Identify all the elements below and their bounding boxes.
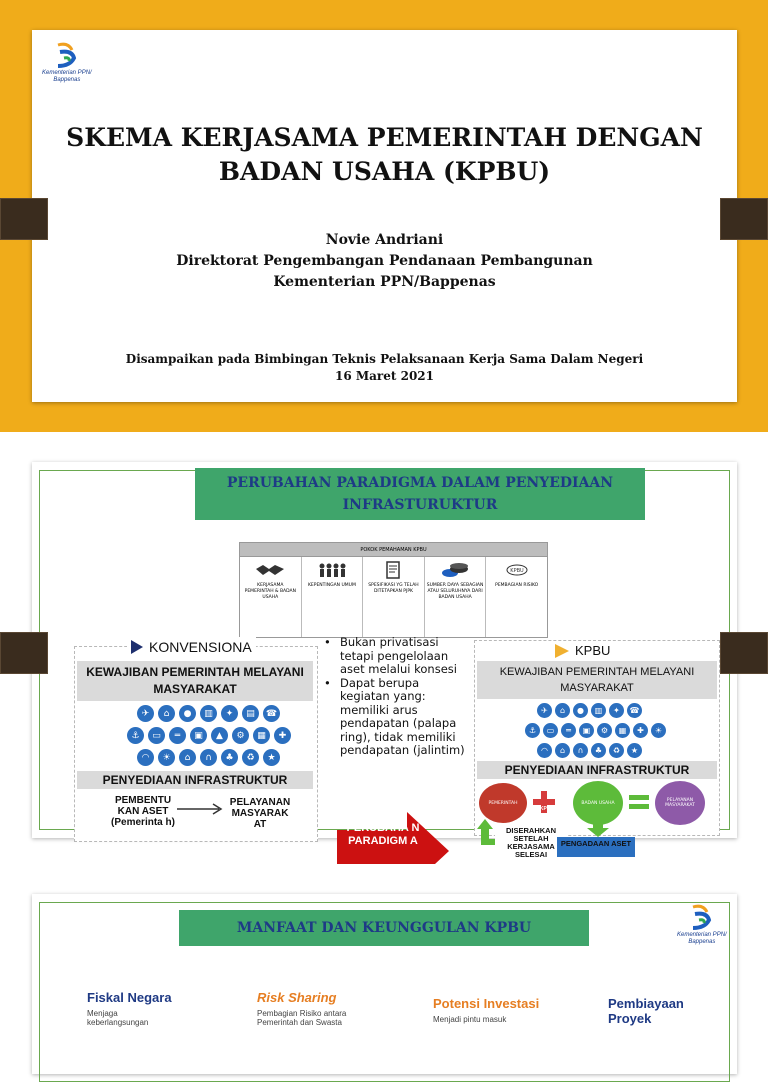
ministry: Kementerian PPN/Bappenas xyxy=(273,274,496,290)
slide-tab-left xyxy=(0,198,48,240)
paradigm-shift-text: PERUBAHA N PARADIGM A xyxy=(346,822,420,847)
obligation-bar-right: KEWAJIBAN PEMERINTAH MELAYANI MASYARAKAT xyxy=(477,661,717,699)
bus-icon: ▣ xyxy=(190,727,207,744)
school-icon: ⌂ xyxy=(555,743,570,758)
drop-icon: ● xyxy=(573,703,588,718)
key-points xyxy=(322,636,472,758)
pokok-header: POKOK PEMAHAMAN KPBU xyxy=(240,543,547,557)
provision-bar-left: PENYEDIAAN INFRASTRUKTUR xyxy=(77,771,313,789)
occasion-block xyxy=(52,351,717,385)
asset-builder-box: PEMBENTU KAN ASET (Pemerinta h) xyxy=(103,795,183,828)
kpbu-badge-icon xyxy=(502,561,532,579)
road-icon: ═ xyxy=(561,723,576,738)
home-icon: ⌂ xyxy=(555,703,570,718)
benefit-item xyxy=(257,990,417,1027)
bridge-icon: ∩ xyxy=(573,743,588,758)
service-icons-row xyxy=(137,749,280,766)
pokok-item xyxy=(425,557,487,637)
home-icon: ⌂ xyxy=(158,705,175,722)
bulb-icon: ✦ xyxy=(609,703,624,718)
conventional-label-text: KONVENSIONA xyxy=(149,639,252,655)
asset-procurement-box: PENGADAAN ASET xyxy=(557,837,635,857)
benefit-title: Potensi Investasi xyxy=(433,996,540,1011)
benefit-title: Pembiayaan Proyek xyxy=(608,996,684,1026)
drop-icon: ● xyxy=(179,705,196,722)
star-icon: ★ xyxy=(263,749,280,766)
benefit-item xyxy=(608,996,698,1030)
wifi-icon: ◠ xyxy=(537,743,552,758)
service-icons-row xyxy=(127,727,291,744)
directorate: Direktorat Pengembangan Pendanaan Pembangunan xyxy=(176,253,593,269)
gear-icon: ⚙ xyxy=(232,727,249,744)
government-circle: PEMERINTAH xyxy=(479,783,527,823)
business-entity-circle: BADAN USAHA xyxy=(573,781,623,825)
service-icons-row xyxy=(525,723,666,738)
coins-icon xyxy=(440,561,470,579)
play-arrow-icon xyxy=(131,640,143,654)
pokok-text: KERJASAMA PEMERINTAH & BADAN USAHA xyxy=(244,583,296,600)
presenter-block xyxy=(52,230,717,293)
benefit-item xyxy=(87,990,237,1027)
pokok-text: SUMBER DAYA SEBAGIAN ATAU SELURUHNYA DARI BADAN USAHA xyxy=(426,583,484,600)
star-icon: ★ xyxy=(627,743,642,758)
slide-tab-right xyxy=(720,198,768,240)
conventional-panel xyxy=(74,639,318,842)
gear-icon: ⚙ xyxy=(597,723,612,738)
bappenas-logo xyxy=(677,904,727,945)
service-icons-row xyxy=(537,703,642,718)
phone-icon: ☎ xyxy=(627,703,642,718)
plane-icon: ✈ xyxy=(137,705,154,722)
presenter-name: Novie Andriani xyxy=(325,232,444,248)
pokok-text: KEPENTINGAN UMUM xyxy=(307,583,356,588)
kpbu-label xyxy=(555,643,610,658)
presentation-title: SKEMA KERJASAMA PEMERINTAH DENGAN BADAN USAHA (KPBU) xyxy=(66,123,703,186)
handshake-icon xyxy=(255,561,285,579)
slide-tab-right xyxy=(720,632,768,674)
handover-note: DISERAHKAN SETELAH KERJASAMA SELESAI xyxy=(495,827,567,859)
slide-3-title: MANFAAT DAN KEUNGGULAN KPBU xyxy=(179,910,589,946)
kpbu-label-text: KPBU xyxy=(575,643,611,658)
benefit-item xyxy=(433,996,593,1024)
pokok-item xyxy=(363,557,425,637)
date: 16 Maret 2021 xyxy=(334,369,434,383)
slide-tab-left xyxy=(0,632,48,674)
slide-2-title: PERUBAHAN PARADIGMA DALAM PENYEDIAAN INFRASTURUKTUR xyxy=(195,468,645,520)
provision-bar-right: PENYEDIAAN INFRASTRUKTUR xyxy=(477,761,717,779)
conventional-label xyxy=(127,637,256,657)
benefit-desc: Pembagian Risiko antara Pemerintah dan Swasta xyxy=(257,1009,347,1027)
bulb-icon: ✦ xyxy=(221,705,238,722)
slide-2-card xyxy=(32,462,737,859)
kpbu-badge-text: KPBU xyxy=(509,568,524,574)
people-icon xyxy=(317,561,347,579)
logo-text: Kementerian PPN/ Bappenas xyxy=(42,70,92,83)
building-icon: ▥ xyxy=(591,703,606,718)
pokok-item xyxy=(240,557,302,637)
bus-icon: ▣ xyxy=(579,723,594,738)
ship-icon: ⚓ xyxy=(525,723,540,738)
benefit-title: Fiskal Negara xyxy=(87,990,172,1005)
pokok-item xyxy=(486,557,547,637)
key-point: • Bukan privatisasi tetapi pengelolaan aset melalui konsesi xyxy=(322,636,472,677)
ship-icon: ⚓ xyxy=(127,727,144,744)
obligation-bar-left: KEWAJIBAN PEMERINTAH MELAYANI MASYARAKAT xyxy=(77,661,313,701)
play-arrow-icon xyxy=(555,644,569,658)
benefit-desc: Menjadi pintu masuk xyxy=(433,1015,507,1024)
slide-3 xyxy=(0,864,768,1027)
right-arrow-icon xyxy=(177,803,227,815)
benefit-title: Risk Sharing xyxy=(257,990,337,1005)
bappenas-logo-icon xyxy=(50,42,84,70)
train-icon: ▦ xyxy=(615,723,630,738)
tree-icon: ♣ xyxy=(591,743,606,758)
down-arrow-icon xyxy=(587,821,609,837)
service-icons-row xyxy=(537,743,642,758)
tower-icon: ▲ xyxy=(211,727,228,744)
plane-icon: ✈ xyxy=(537,703,552,718)
phone-icon: ☎ xyxy=(263,705,280,722)
car-icon: ▭ xyxy=(148,727,165,744)
car-icon: ▭ xyxy=(543,723,558,738)
logo-text: Kementerian PPN/ Bappenas xyxy=(677,932,727,945)
document-icon xyxy=(378,561,408,579)
train-icon: ▦ xyxy=(253,727,270,744)
service-icons-row xyxy=(137,705,280,722)
hospital-icon: ✚ xyxy=(274,727,291,744)
waste-icon: ♻ xyxy=(242,749,259,766)
pokok-text: SPESIFIKASI YG TELAH DITETAPKAN PJPK xyxy=(368,583,419,594)
slide-1-card xyxy=(32,30,737,402)
slide-3-card xyxy=(32,894,737,1074)
road-icon: ═ xyxy=(169,727,186,744)
pokok-table xyxy=(239,542,548,638)
solar-icon: ☀ xyxy=(651,723,666,738)
bappenas-logo-icon xyxy=(685,904,719,932)
tree-icon: ♣ xyxy=(221,749,238,766)
pokok-text: PEMBAGIAN RISIKO xyxy=(495,583,539,588)
bappenas-logo xyxy=(42,42,92,83)
slide-1 xyxy=(0,0,768,432)
factory-icon: ▤ xyxy=(242,705,259,722)
slide-2 xyxy=(0,432,768,864)
occasion: Disampaikan pada Bimbingan Teknis Pelaksanaan Kerja Sama Dalam Negeri xyxy=(125,352,644,366)
public-service-box: PELAYANAN MASYARAK AT xyxy=(225,797,295,830)
pokok-item xyxy=(302,557,364,637)
building-icon: ▥ xyxy=(200,705,217,722)
benefit-desc: Menjaga keberlangsungan xyxy=(87,1009,149,1027)
waste-icon: ♻ xyxy=(609,743,624,758)
hospital-icon: ✚ xyxy=(633,723,648,738)
key-point: • Dapat berupa kegiatan yang: memiliki arus pendapatan (palapa ring), tidak memiliki pendapatan (jalintim) xyxy=(322,677,472,758)
wifi-icon: ◠ xyxy=(137,749,154,766)
kpbu-panel xyxy=(474,640,720,859)
public-service-circle: PELAYANAN MASYARAKAT xyxy=(655,781,705,825)
school-icon: ⌂ xyxy=(179,749,196,766)
solar-icon: ☀ xyxy=(158,749,175,766)
plus-label: KPBU xyxy=(539,806,555,812)
bridge-icon: ∩ xyxy=(200,749,217,766)
equals-icon xyxy=(629,795,649,809)
